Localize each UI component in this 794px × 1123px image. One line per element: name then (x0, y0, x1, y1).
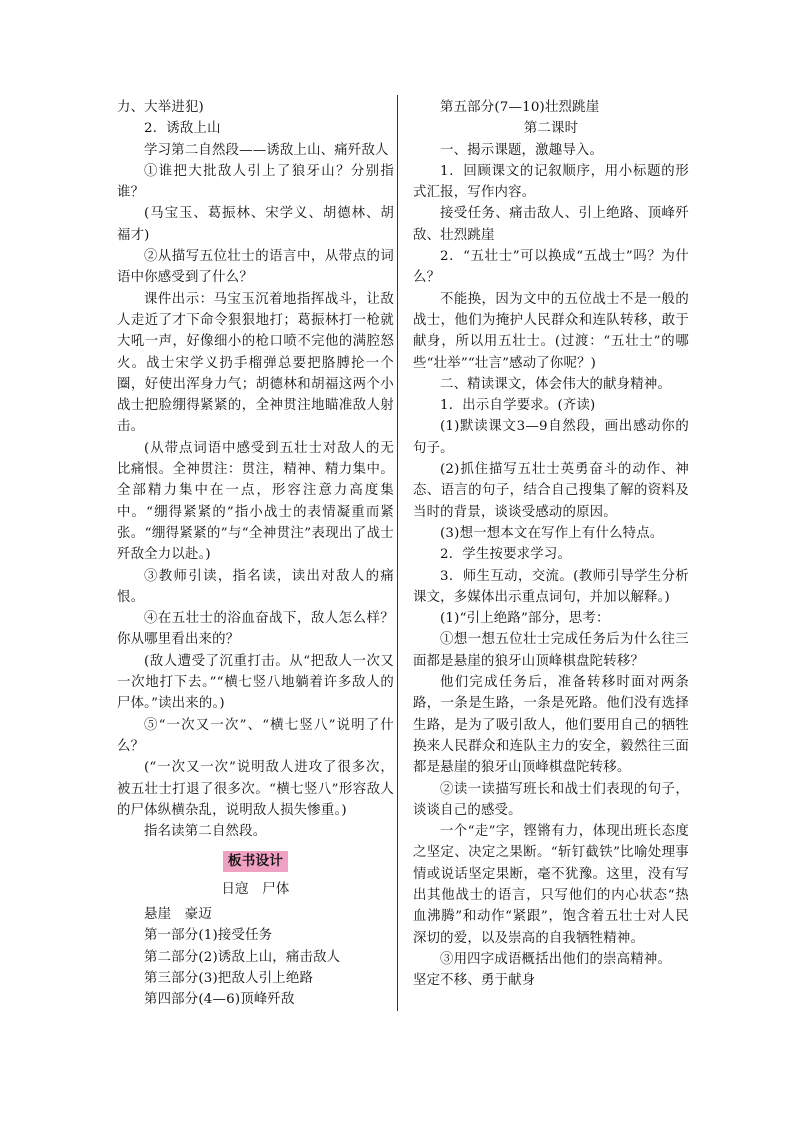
paragraph: 第五部分(7—10)壮烈跳崖 (440, 100, 600, 115)
paragraph: 2．诱敌上山 (144, 121, 221, 137)
paragraph: 1．回顾课文的记叙顺序，用小标题的形式汇报，写作内容。 (413, 163, 689, 201)
paragraph: 第二课时 (523, 121, 579, 137)
paragraph: 3．师生互动，交流。(教师引导学生分析课文，多媒体出示重点词句，并加以解释。) (413, 568, 689, 605)
paragraph: (1)默读课文3—9自然段，画出感动你的句子。 (413, 419, 689, 456)
left-paragraphs (117, 97, 394, 842)
paragraph: (1)“引上绝路”部分，思考： (440, 611, 610, 627)
board-line: 第四部分(4—6)顶峰歼敌 (144, 992, 295, 1008)
right-column (413, 97, 689, 991)
paragraph: 不能换，因为文中的五位战士不是一般的战士，他们为掩护人民群众和连队转移，敢于献身，所以用五壮士。(过渡：“五壮士”的哪些“壮举”“壮言”感动了你呢？) (413, 291, 689, 371)
paragraph: 指名读第二自然段。 (144, 824, 267, 840)
board-line: 悬崖 豪迈 (144, 906, 212, 922)
paragraph: 学习第二自然段——诱敌上山、痛歼敌人 (144, 142, 389, 158)
paragraph: (3)想一想本文在写作上有什么特点。 (440, 525, 664, 541)
paragraph: ④在五壮士的浴血奋战下，敌人怎么样？你从哪里看出来的？ (117, 611, 394, 648)
paragraph: 2．“五壮士”可以换成“五战士”吗？为什么？ (413, 249, 689, 286)
paragraph: (“一次又一次”说明敌人进攻了很多次，被五壮士打退了很多次。“横七竖八”形容敌人的尸体纵横杂乱，说明敌人损失惨重。) (117, 760, 394, 818)
paragraph: ②从描写五位壮士的语言中，从带点的词语中你感受到了什么？ (117, 249, 394, 286)
paragraph: 一、揭示课题，激趣导入。 (440, 142, 604, 158)
paragraph: 二、精读课文，体会伟大的献身精神。 (440, 376, 672, 392)
paragraph: 一个“走”字，铿锵有力，体现出班长态度之坚定、决定之果断。“斩钉截铁”比喻处理事情或说话坚定果断，毫不犹豫。这里，没有写出其他战士的语言，只写他们的内心状态“热血沸腾”和动作“紧跟”，饱含着五壮士对人民深切的爱，以及崇高的自我牺牲精神。 (413, 824, 689, 946)
paragraph: (马宝玉、葛振林、宋学义、胡德林、胡福才) (117, 206, 394, 243)
paragraph: 1．出示自学要求。(齐读) (440, 398, 596, 414)
paragraph: ③教师引读，指名读，读出对敌人的痛恨。 (117, 568, 394, 605)
paragraph: ⑤“一次又一次”、“横七竖八”说明了什么？ (117, 717, 394, 754)
board-line: 第一部分(1)接受任务 (144, 928, 273, 944)
paragraph: ①谁把大批敌人引上了狼牙山？分别指谁？ (117, 163, 394, 201)
paragraph: ③用四字成语概括出他们的崇高精神。 (440, 951, 672, 967)
paragraph: ②读一读描写班长和战士们表现的句子，谈谈自己的感受。 (413, 781, 689, 818)
board-center-line: 日寇 尸体 (221, 881, 290, 897)
board-design-heading (117, 851, 394, 872)
paragraph: 坚定不移、勇于献身 (413, 973, 536, 989)
paragraph: 课件出示：马宝玉沉着地指挥战斗，让敌人走近了才下命令狠狠地打；葛振林打一枪就大吼一声，好像细小的枪口喷不完他的满腔怒火。战士宋学义扔手榴弹总要把胳膊抡一个圈，好使出浑身力气；胡德林和胡福这两个小战士把脸绷得紧紧的，全神贯注地瞄准敌人射击。 (117, 291, 394, 435)
board-design-label: 板书设计 (223, 851, 288, 872)
left-column (117, 97, 394, 1010)
column-divider (397, 95, 398, 1011)
paragraph: (从带点词语中感受到五壮士对敌人的无比痛恨。全神贯注：贯注，精神、精力集中。全部精力集中在一点，形容注意力高度集中。“绷得紧紧的”指小战士的表情凝重而紧张。“绷得紧紧的”与“全神贯注”表现出了战士歼敌全力以赴。) (117, 440, 394, 563)
paragraph: 2．学生按要求学习。 (440, 547, 572, 563)
paragraph: 力、大举进犯) (117, 100, 204, 115)
right-paragraphs (413, 97, 689, 991)
board-lines (117, 904, 394, 1010)
paragraph: (2)抓住描写五壮士英勇奋斗的动作、神态、语言的句子，结合自己搜集了解的资料及当时的背景，谈谈受感动的原因。 (413, 462, 689, 520)
board-line: 第二部分(2)诱敌上山，痛击敌人 (144, 949, 341, 965)
paragraph: 接受任务、痛击敌人、引上绝路、顶峰歼敌、壮烈跳崖 (413, 206, 689, 243)
board-line: 第三部分(3)把敌人引上绝路 (144, 970, 314, 986)
paragraph: 他们完成任务后，准备转移时面对两条路，一条是生路，一条是死路。他们没有选择生路，是为了吸引敌人，他们要用自己的牺牲换来人民群众和连队主力的安全，毅然往三面都是悬崖的狼牙山顶峰棋盘陀转移。 (413, 675, 689, 776)
paragraph: ①想一想五位壮士完成任务后为什么往三面都是悬崖的狼牙山顶峰棋盘陀转移？ (413, 632, 689, 669)
paragraph: (敌人遭受了沉重打击。从“把敌人一次又一次地打下去。”“横七竖八地躺着许多敌人的尸体。”读出来的。) (117, 653, 394, 712)
